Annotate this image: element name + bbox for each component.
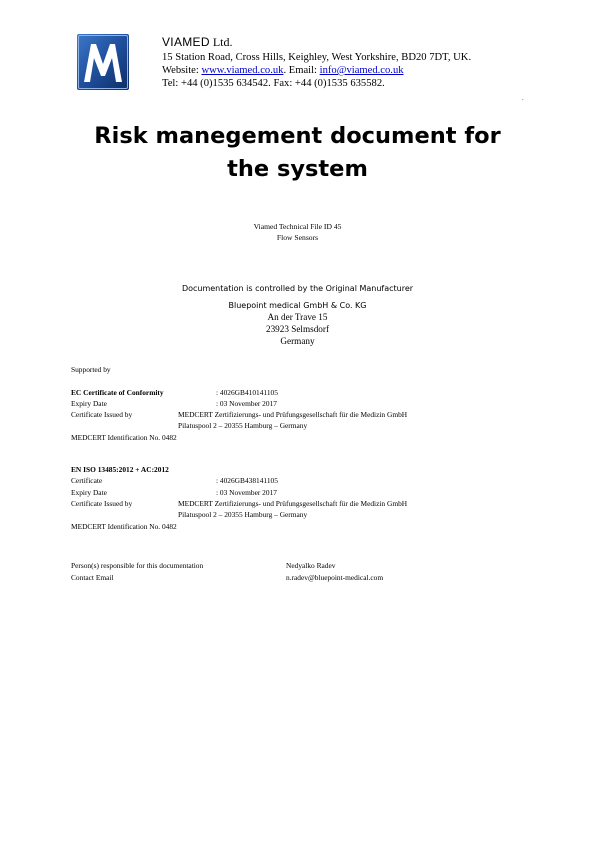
email-label: . Email:: [283, 65, 320, 76]
company-brand: VIAMED: [162, 35, 210, 49]
contact-email-value[interactable]: n.radev@bluepoint-medical.com: [286, 573, 384, 582]
cert1-issued-address: Pilatuspool 2 – 20355 Hamburg – Germany: [178, 421, 308, 430]
cert1-expiry-label: Expiry Date: [71, 399, 107, 408]
company-name: [162, 36, 232, 49]
controlled-by: Documentation is controlled by the Original Manufacturer: [181, 284, 414, 293]
responsible-person-value: Nedyalko Radev: [286, 561, 336, 570]
cert1-expiry-value: : 03 November 2017: [216, 399, 277, 408]
manufacturer-name: Bluepoint medical GmbH & Co. KG: [228, 301, 367, 310]
website-label: Website:: [162, 65, 202, 76]
viamed-logo-icon: [77, 34, 129, 90]
cert2-expiry-label: Expiry Date: [71, 488, 107, 497]
cert2-issued-value: MEDCERT Zertifizierungs- und Prüfungsgesellschaft für die Medizin GmbH: [178, 499, 408, 508]
company-suffix: Ltd.: [209, 35, 233, 49]
cert2-heading: EN ISO 13485:2012 + AC:2012: [71, 465, 169, 474]
cert2-identification: MEDCERT Identification No. 0482: [71, 522, 177, 531]
corner-mark: .: [522, 96, 524, 102]
company-phone-fax: Tel: +44 (0)1535 634542. Fax: +44 (0)1535 635582.: [162, 78, 385, 89]
email-link[interactable]: info@viamed.co.uk: [319, 65, 404, 76]
cert1-heading: EC Certificate of Conformity: [71, 388, 164, 397]
responsible-person-label: Person(s) responsible for this documentation: [71, 561, 204, 570]
cert1-identification: MEDCERT Identification No. 0482: [71, 433, 177, 442]
contact-email-label: Contact Email: [71, 573, 114, 582]
cert2-issued-address: Pilatuspool 2 – 20355 Hamburg – Germany: [178, 510, 308, 519]
company-contact-line: [162, 65, 404, 78]
cert1-issued-value: MEDCERT Zertifizierungs- und Prüfungsgesellschaft für die Medizin GmbH: [178, 410, 408, 419]
technical-file-id: Viamed Technical File ID 45: [253, 222, 342, 231]
cert2-label: Certificate: [71, 476, 103, 485]
cert2-expiry-value: : 03 November 2017: [216, 488, 277, 497]
cert2-issued-label: Certificate Issued by: [71, 499, 133, 508]
website-link[interactable]: www.viamed.co.uk: [201, 65, 284, 76]
document-title-line1: Risk manegement document for: [94, 123, 501, 149]
manufacturer-country: Germany: [280, 336, 315, 346]
manufacturer-street: An der Trave 15: [267, 312, 328, 322]
product-name: Flow Sensors: [276, 233, 319, 242]
cert2-number: : 4026GB438141105: [216, 476, 278, 485]
document-title-line2: the system: [227, 156, 368, 182]
cert1-issued-label: Certificate Issued by: [71, 410, 133, 419]
supported-by: Supported by: [71, 365, 111, 374]
company-address: 15 Station Road, Cross Hills, Keighley, West Yorkshire, BD20 7DT, UK.: [162, 52, 472, 63]
cert1-number: : 4026GB410141105: [216, 388, 278, 397]
manufacturer-city: 23923 Selmsdorf: [265, 324, 330, 334]
